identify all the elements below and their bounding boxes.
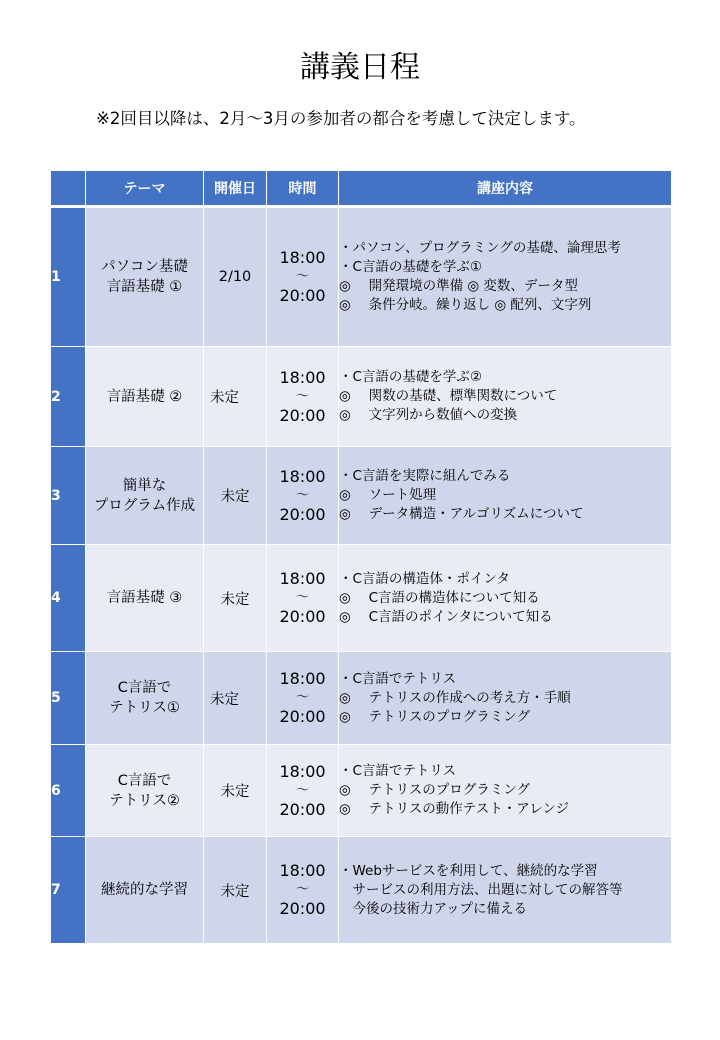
time-tilde: ～ <box>295 388 309 404</box>
header-num <box>51 171 86 207</box>
row-number: 7 <box>51 837 86 944</box>
row-number: 1 <box>51 207 86 347</box>
content-line: ・C言語を実際に組んでみる <box>339 468 511 484</box>
theme-line: 継続的な学習 <box>101 882 188 898</box>
theme-line: テトリス① <box>109 700 180 716</box>
row-content <box>339 837 672 944</box>
content-line: ◎ テトリスの動作テスト・アレンジ <box>339 801 570 817</box>
page-title: 講義日程 <box>300 50 420 85</box>
content-line: ・Webサービスを利用して、継続的な学習 <box>339 862 598 879</box>
content-line: ◎ 条件分岐。繰り返し ◎ 配列、文字列 <box>339 297 592 313</box>
content-line: ◎ テトリスのプログラミング <box>339 782 531 798</box>
time-tilde: ～ <box>295 690 309 705</box>
theme-line: 言語基礎 ③ <box>106 590 183 606</box>
row-content <box>339 652 672 745</box>
row-date: 未定 <box>204 447 267 545</box>
row-content <box>339 347 672 447</box>
time-end: 20:00 <box>279 707 326 726</box>
time-end: 20:00 <box>279 607 326 626</box>
time-tilde: ～ <box>295 882 309 897</box>
row-number: 3 <box>51 447 86 545</box>
row-theme <box>86 347 204 447</box>
header-theme: テーマ <box>86 171 204 207</box>
content-line: サービスの利用方法、出題に対しての解答等 <box>339 881 623 898</box>
row-time <box>267 745 339 837</box>
row-date: 未定 <box>204 652 267 745</box>
row-content <box>339 447 672 545</box>
header-content: 講座内容 <box>339 171 672 207</box>
row-date: 未定 <box>204 347 267 447</box>
content-line: ・C言語の基礎を学ぶ② <box>339 369 483 385</box>
content-line: ・C言語でテトリス <box>339 763 457 779</box>
table-row <box>51 545 672 652</box>
theme-line: パソコン基礎 <box>101 259 188 275</box>
row-time <box>267 207 339 347</box>
time-start: 18:00 <box>279 761 326 781</box>
time-tilde: ～ <box>295 590 309 605</box>
theme-line: 言語基礎 ① <box>106 279 183 295</box>
time-start: 18:00 <box>279 367 326 387</box>
theme-line: C言語で <box>117 680 172 696</box>
header-row <box>51 171 672 207</box>
header-date: 開催日 <box>204 171 267 207</box>
row-number: 2 <box>51 347 86 447</box>
time-start: 18:00 <box>279 466 326 486</box>
theme-line: テトリス② <box>109 792 180 809</box>
time-end: 20:00 <box>279 504 326 524</box>
content-line: ◎ 文字列から数値への変換 <box>339 407 518 423</box>
time-end: 20:00 <box>279 799 326 819</box>
header-time: 時間 <box>267 171 339 207</box>
time-tilde: ～ <box>295 782 309 798</box>
table-row <box>51 652 672 745</box>
table-row <box>51 207 672 347</box>
row-number: 5 <box>51 652 86 745</box>
content-line: ◎ テトリスのプログラミング <box>339 708 531 725</box>
row-date: 2/10 <box>204 207 267 347</box>
content-line: ◎ C言語のポインタについて知る <box>339 608 553 625</box>
row-content <box>339 745 672 837</box>
content-line: ◎ テトリスの作成への考え方・手順 <box>339 689 571 706</box>
schedule-table <box>50 170 672 944</box>
row-date: 未定 <box>204 837 267 944</box>
row-date: 未定 <box>204 745 267 837</box>
table-row <box>51 837 672 944</box>
time-start: 18:00 <box>279 248 326 267</box>
theme-line: 言語基礎 ② <box>106 388 183 405</box>
table-row <box>51 745 672 837</box>
time-end: 20:00 <box>279 286 326 305</box>
content-line: ◎ 開発環境の準備 ◎ 変数、データ型 <box>339 278 578 294</box>
time-start: 18:00 <box>279 669 326 688</box>
theme-line: C言語で <box>117 772 172 789</box>
theme-line: 簡単な <box>122 477 167 494</box>
row-theme <box>86 207 204 347</box>
row-time <box>267 652 339 745</box>
row-time <box>267 837 339 944</box>
row-number: 6 <box>51 745 86 837</box>
row-time <box>267 447 339 545</box>
row-theme <box>86 545 204 652</box>
time-tilde: ～ <box>295 269 309 284</box>
row-number: 4 <box>51 545 86 652</box>
content-line: ◎ データ構造・アルゴリズムについて <box>339 506 584 522</box>
row-content <box>339 545 672 652</box>
content-line: ・C言語の基礎を学ぶ① <box>339 259 483 275</box>
row-theme <box>86 837 204 944</box>
theme-line: プログラム作成 <box>93 497 196 514</box>
content-line: ・C言語の構造体・ポインタ <box>339 570 510 587</box>
page-subtitle: ※2回目以降は、2月～3月の参加者の都合を考慮して決定します。 <box>96 109 586 128</box>
row-theme <box>86 745 204 837</box>
content-line: ◎ ソート処理 <box>339 487 437 503</box>
row-date: 未定 <box>204 545 267 652</box>
table-row <box>51 347 672 447</box>
time-start: 18:00 <box>279 861 326 880</box>
time-tilde: ～ <box>295 487 309 503</box>
time-start: 18:00 <box>279 569 326 588</box>
row-content <box>339 207 672 347</box>
content-line: ◎ C言語の構造体について知る <box>339 589 540 606</box>
time-end: 20:00 <box>279 405 326 425</box>
row-theme <box>86 447 204 545</box>
time-end: 20:00 <box>279 899 326 918</box>
row-time <box>267 347 339 447</box>
row-theme <box>86 652 204 745</box>
row-time <box>267 545 339 652</box>
content-line: ・C言語でテトリス <box>339 670 457 687</box>
table-row <box>51 447 672 545</box>
content-line: ・パソコン、プログラミングの基礎、論理思考 <box>339 240 621 256</box>
content-line: ◎ 関数の基礎、標準関数について <box>339 388 558 404</box>
content-line: 今後の技術力アップに備える <box>339 900 528 917</box>
